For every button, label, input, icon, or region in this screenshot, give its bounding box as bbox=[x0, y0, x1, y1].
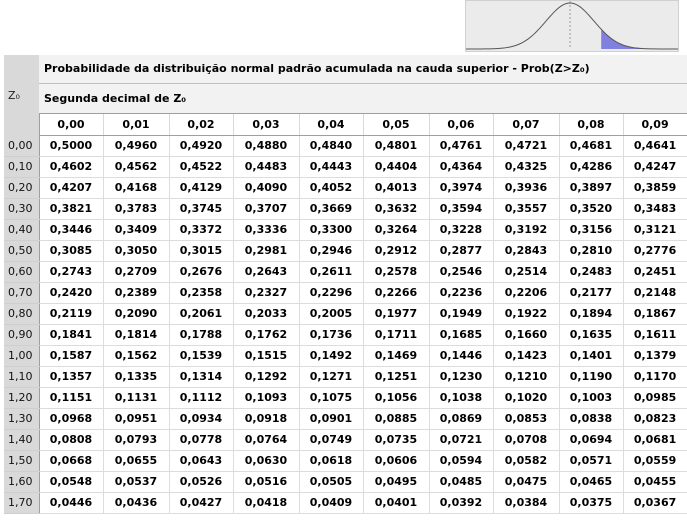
table-row bbox=[4, 345, 687, 366]
table-cell: 0,3936 bbox=[493, 177, 559, 198]
column-header: 0,08 bbox=[559, 113, 623, 135]
table-cell: 0,2327 bbox=[233, 282, 299, 303]
table-cell: 0,0427 bbox=[169, 492, 233, 513]
table-cell: 0,1635 bbox=[559, 324, 623, 345]
row-header: 1,70 bbox=[4, 492, 39, 513]
table-cell: 0,4404 bbox=[363, 156, 429, 177]
row-header: 0,20 bbox=[4, 177, 39, 198]
table-cell: 0,2611 bbox=[299, 261, 363, 282]
table-cell: 0,4960 bbox=[103, 135, 169, 156]
table-cell: 0,0606 bbox=[363, 450, 429, 471]
table-cell: 0,0594 bbox=[429, 450, 493, 471]
table-cell: 0,1190 bbox=[559, 366, 623, 387]
row-header: 0,50 bbox=[4, 240, 39, 261]
table-cell: 0,0516 bbox=[233, 471, 299, 492]
table-cell: 0,0537 bbox=[103, 471, 169, 492]
table-cell: 0,2119 bbox=[39, 303, 103, 324]
table-cell: 0,1814 bbox=[103, 324, 169, 345]
table-cell: 0,0375 bbox=[559, 492, 623, 513]
table-cell: 0,4207 bbox=[39, 177, 103, 198]
table-cell: 0,3085 bbox=[39, 240, 103, 261]
table-cell: 0,4562 bbox=[103, 156, 169, 177]
table-cell: 0,4721 bbox=[493, 135, 559, 156]
row-header: 0,90 bbox=[4, 324, 39, 345]
table-cell: 0,2358 bbox=[169, 282, 233, 303]
table-cell: 0,3228 bbox=[429, 219, 493, 240]
table-cell: 0,4483 bbox=[233, 156, 299, 177]
table-cell: 0,4522 bbox=[169, 156, 233, 177]
table-cell: 0,3483 bbox=[623, 198, 687, 219]
table-cell: 0,1151 bbox=[39, 387, 103, 408]
table-cell: 0,0548 bbox=[39, 471, 103, 492]
table-cell: 0,3372 bbox=[169, 219, 233, 240]
table-cell: 0,0505 bbox=[299, 471, 363, 492]
table-cell: 0,2981 bbox=[233, 240, 299, 261]
row-header: 0,70 bbox=[4, 282, 39, 303]
table-cell: 0,3300 bbox=[299, 219, 363, 240]
table-cell: 0,0465 bbox=[559, 471, 623, 492]
table-cell: 0,2709 bbox=[103, 261, 169, 282]
table-cell: 0,1379 bbox=[623, 345, 687, 366]
table-cell: 0,0630 bbox=[233, 450, 299, 471]
column-header: 0,06 bbox=[429, 113, 493, 135]
table-cell: 0,0901 bbox=[299, 408, 363, 429]
table-cell: 0,1562 bbox=[103, 345, 169, 366]
table-cell: 0,3707 bbox=[233, 198, 299, 219]
table-cell: 0,1075 bbox=[299, 387, 363, 408]
table-cell: 0,1736 bbox=[299, 324, 363, 345]
table-cell: 0,1949 bbox=[429, 303, 493, 324]
row-header: 1,60 bbox=[4, 471, 39, 492]
table-cell: 0,3557 bbox=[493, 198, 559, 219]
column-header: 0,02 bbox=[169, 113, 233, 135]
table-cell: 0,2005 bbox=[299, 303, 363, 324]
table-cell: 0,2776 bbox=[623, 240, 687, 261]
table-cell: 0,4801 bbox=[363, 135, 429, 156]
table-cell: 0,3632 bbox=[363, 198, 429, 219]
table-cell: 0,0735 bbox=[363, 429, 429, 450]
column-header-row bbox=[4, 113, 687, 135]
table-cell: 0,2546 bbox=[429, 261, 493, 282]
table-cell: 0,0778 bbox=[169, 429, 233, 450]
table-row bbox=[4, 198, 687, 219]
table-cell: 0,1788 bbox=[169, 324, 233, 345]
table-cell: 0,2389 bbox=[103, 282, 169, 303]
table-row bbox=[4, 324, 687, 345]
column-header: 0,04 bbox=[299, 113, 363, 135]
table-cell: 0,4443 bbox=[299, 156, 363, 177]
table-cell: 0,1292 bbox=[233, 366, 299, 387]
table-cell: 0,4168 bbox=[103, 177, 169, 198]
column-header: 0,09 bbox=[623, 113, 687, 135]
row-header: 1,20 bbox=[4, 387, 39, 408]
table-cell: 0,0838 bbox=[559, 408, 623, 429]
table-cell: 0,0668 bbox=[39, 450, 103, 471]
table-row bbox=[4, 156, 687, 177]
table-cell: 0,1894 bbox=[559, 303, 623, 324]
table-title: Probabilidade da distribuição normal padrão acumulada na cauda superior - Prob(Z>Z₀) bbox=[39, 55, 687, 83]
table-row bbox=[4, 303, 687, 324]
table-cell: 0,3264 bbox=[363, 219, 429, 240]
table-row bbox=[4, 135, 687, 156]
table-cell: 0,4641 bbox=[623, 135, 687, 156]
table-cell: 0,3446 bbox=[39, 219, 103, 240]
table-cell: 0,2946 bbox=[299, 240, 363, 261]
table-cell: 0,0823 bbox=[623, 408, 687, 429]
table-cell: 0,1271 bbox=[299, 366, 363, 387]
table-cell: 0,0918 bbox=[233, 408, 299, 429]
table-cell: 0,3336 bbox=[233, 219, 299, 240]
table-cell: 0,1492 bbox=[299, 345, 363, 366]
table-cell: 0,1587 bbox=[39, 345, 103, 366]
table-row bbox=[4, 282, 687, 303]
table-cell: 0,2676 bbox=[169, 261, 233, 282]
table-cell: 0,1922 bbox=[493, 303, 559, 324]
table-subtitle: Segunda decimal de Z₀ bbox=[39, 83, 687, 113]
table-cell: 0,3121 bbox=[623, 219, 687, 240]
table-cell: 0,2483 bbox=[559, 261, 623, 282]
table-cell: 0,1314 bbox=[169, 366, 233, 387]
table-cell: 0,1685 bbox=[429, 324, 493, 345]
table-cell: 0,4247 bbox=[623, 156, 687, 177]
table-cell: 0,2296 bbox=[299, 282, 363, 303]
table-cell: 0,1711 bbox=[363, 324, 429, 345]
table-cell: 0,1841 bbox=[39, 324, 103, 345]
table-cell: 0,4364 bbox=[429, 156, 493, 177]
table-cell: 0,2177 bbox=[559, 282, 623, 303]
normal-curve bbox=[466, 3, 678, 49]
table-cell: 0,3783 bbox=[103, 198, 169, 219]
table-cell: 0,0869 bbox=[429, 408, 493, 429]
table-cell: 0,3015 bbox=[169, 240, 233, 261]
table-cell: 0,1093 bbox=[233, 387, 299, 408]
table-row bbox=[4, 177, 687, 198]
row-header: 1,10 bbox=[4, 366, 39, 387]
table-cell: 0,4013 bbox=[363, 177, 429, 198]
table-cell: 0,4052 bbox=[299, 177, 363, 198]
table-row bbox=[4, 387, 687, 408]
table-cell: 0,1056 bbox=[363, 387, 429, 408]
table-cell: 0,0526 bbox=[169, 471, 233, 492]
table-cell: 0,1230 bbox=[429, 366, 493, 387]
table-cell: 0,0793 bbox=[103, 429, 169, 450]
table-cell: 0,0436 bbox=[103, 492, 169, 513]
table-cell: 0,0885 bbox=[363, 408, 429, 429]
table-cell: 0,0582 bbox=[493, 450, 559, 471]
table-cell: 0,0985 bbox=[623, 387, 687, 408]
table-cell: 0,2148 bbox=[623, 282, 687, 303]
table-cell: 0,0934 bbox=[169, 408, 233, 429]
table-cell: 0,4286 bbox=[559, 156, 623, 177]
table-cell: 0,2912 bbox=[363, 240, 429, 261]
table-cell: 0,0853 bbox=[493, 408, 559, 429]
table-cell: 0,0475 bbox=[493, 471, 559, 492]
table-row bbox=[4, 408, 687, 429]
table-cell: 0,4090 bbox=[233, 177, 299, 198]
column-header: 0,05 bbox=[363, 113, 429, 135]
table-cell: 0,4920 bbox=[169, 135, 233, 156]
table-cell: 0,0721 bbox=[429, 429, 493, 450]
normal-curve-upper-tail-icon bbox=[466, 1, 678, 51]
table-cell: 0,2266 bbox=[363, 282, 429, 303]
table-cell: 0,0392 bbox=[429, 492, 493, 513]
table-cell: 0,3821 bbox=[39, 198, 103, 219]
table-cell: 0,3050 bbox=[103, 240, 169, 261]
table-cell: 0,2877 bbox=[429, 240, 493, 261]
table-cell: 0,0708 bbox=[493, 429, 559, 450]
table-cell: 0,0367 bbox=[623, 492, 687, 513]
table-cell: 0,0681 bbox=[623, 429, 687, 450]
table-cell: 0,2451 bbox=[623, 261, 687, 282]
table-cell: 0,2033 bbox=[233, 303, 299, 324]
table-row bbox=[4, 429, 687, 450]
row-header: 0,30 bbox=[4, 198, 39, 219]
table-cell: 0,1210 bbox=[493, 366, 559, 387]
row-header: 0,40 bbox=[4, 219, 39, 240]
table-cell: 0,1867 bbox=[623, 303, 687, 324]
table-cell: 0,1446 bbox=[429, 345, 493, 366]
table-cell: 0,3192 bbox=[493, 219, 559, 240]
table-cell: 0,2514 bbox=[493, 261, 559, 282]
table-cell: 0,4129 bbox=[169, 177, 233, 198]
table-cell: 0,0764 bbox=[233, 429, 299, 450]
table-cell: 0,3974 bbox=[429, 177, 493, 198]
table-cell: 0,3409 bbox=[103, 219, 169, 240]
table-cell: 0,1131 bbox=[103, 387, 169, 408]
row-header: 0,00 bbox=[4, 135, 39, 156]
table-cell: 0,1762 bbox=[233, 324, 299, 345]
table-cell: 0,0643 bbox=[169, 450, 233, 471]
z0-header: Z₀ bbox=[4, 55, 39, 135]
table-cell: 0,4880 bbox=[233, 135, 299, 156]
row-header: 1,30 bbox=[4, 408, 39, 429]
table-cell: 0,2206 bbox=[493, 282, 559, 303]
table-cell: 0,1977 bbox=[363, 303, 429, 324]
table-cell: 0,0401 bbox=[363, 492, 429, 513]
table-cell: 0,1469 bbox=[363, 345, 429, 366]
table-row bbox=[4, 471, 687, 492]
table-cell: 0,0384 bbox=[493, 492, 559, 513]
column-header: 0,01 bbox=[103, 113, 169, 135]
normal-curve-thumbnail bbox=[465, 0, 679, 52]
row-header: 0,10 bbox=[4, 156, 39, 177]
table-cell: 0,0418 bbox=[233, 492, 299, 513]
column-header: 0,07 bbox=[493, 113, 559, 135]
table-cell: 0,2843 bbox=[493, 240, 559, 261]
table-row bbox=[4, 240, 687, 261]
table-cell: 0,1112 bbox=[169, 387, 233, 408]
table-cell: 0,3745 bbox=[169, 198, 233, 219]
table-cell: 0,4840 bbox=[299, 135, 363, 156]
table-cell: 0,1170 bbox=[623, 366, 687, 387]
column-header: 0,03 bbox=[233, 113, 299, 135]
table-cell: 0,2810 bbox=[559, 240, 623, 261]
table-cell: 0,3669 bbox=[299, 198, 363, 219]
table-cell: 0,1539 bbox=[169, 345, 233, 366]
table-cell: 0,0968 bbox=[39, 408, 103, 429]
table-cell: 0,1611 bbox=[623, 324, 687, 345]
table-cell: 0,2420 bbox=[39, 282, 103, 303]
table-cell: 0,1038 bbox=[429, 387, 493, 408]
table-cell: 0,1515 bbox=[233, 345, 299, 366]
table-cell: 0,2236 bbox=[429, 282, 493, 303]
table-cell: 0,1423 bbox=[493, 345, 559, 366]
table-cell: 0,2643 bbox=[233, 261, 299, 282]
table-row bbox=[4, 261, 687, 282]
table-cell: 0,4325 bbox=[493, 156, 559, 177]
table-row bbox=[4, 219, 687, 240]
table-cell: 0,3156 bbox=[559, 219, 623, 240]
table-row bbox=[4, 492, 687, 513]
table-cell: 0,2578 bbox=[363, 261, 429, 282]
table-cell: 0,0618 bbox=[299, 450, 363, 471]
row-header: 1,50 bbox=[4, 450, 39, 471]
row-header: 0,80 bbox=[4, 303, 39, 324]
table-cell: 0,1660 bbox=[493, 324, 559, 345]
table-cell: 0,3859 bbox=[623, 177, 687, 198]
table-row bbox=[4, 450, 687, 471]
table-cell: 0,2090 bbox=[103, 303, 169, 324]
table-cell: 0,2743 bbox=[39, 261, 103, 282]
table-cell: 0,3594 bbox=[429, 198, 493, 219]
table-cell: 0,0694 bbox=[559, 429, 623, 450]
table-cell: 0,0571 bbox=[559, 450, 623, 471]
z-table-container bbox=[4, 55, 687, 514]
table-cell: 0,4602 bbox=[39, 156, 103, 177]
table-cell: 0,0446 bbox=[39, 492, 103, 513]
table-cell: 0,1357 bbox=[39, 366, 103, 387]
row-header: 1,00 bbox=[4, 345, 39, 366]
table-cell: 0,0409 bbox=[299, 492, 363, 513]
table-cell: 0,0559 bbox=[623, 450, 687, 471]
table-body bbox=[4, 135, 687, 513]
table-cell: 0,0808 bbox=[39, 429, 103, 450]
table-cell: 0,5000 bbox=[39, 135, 103, 156]
table-cell: 0,4761 bbox=[429, 135, 493, 156]
table-cell: 0,4681 bbox=[559, 135, 623, 156]
table-cell: 0,1003 bbox=[559, 387, 623, 408]
table-cell: 0,2061 bbox=[169, 303, 233, 324]
table-cell: 0,0655 bbox=[103, 450, 169, 471]
row-header: 1,40 bbox=[4, 429, 39, 450]
table-cell: 0,1335 bbox=[103, 366, 169, 387]
table-cell: 0,0951 bbox=[103, 408, 169, 429]
table-cell: 0,0455 bbox=[623, 471, 687, 492]
table-row bbox=[4, 366, 687, 387]
table-cell: 0,3520 bbox=[559, 198, 623, 219]
table-cell: 0,1251 bbox=[363, 366, 429, 387]
table-cell: 0,3897 bbox=[559, 177, 623, 198]
table-cell: 0,1020 bbox=[493, 387, 559, 408]
table-cell: 0,0495 bbox=[363, 471, 429, 492]
row-header: 0,60 bbox=[4, 261, 39, 282]
column-header: 0,00 bbox=[39, 113, 103, 135]
standard-normal-table bbox=[4, 55, 687, 514]
table-cell: 0,0749 bbox=[299, 429, 363, 450]
table-cell: 0,0485 bbox=[429, 471, 493, 492]
table-cell: 0,1401 bbox=[559, 345, 623, 366]
